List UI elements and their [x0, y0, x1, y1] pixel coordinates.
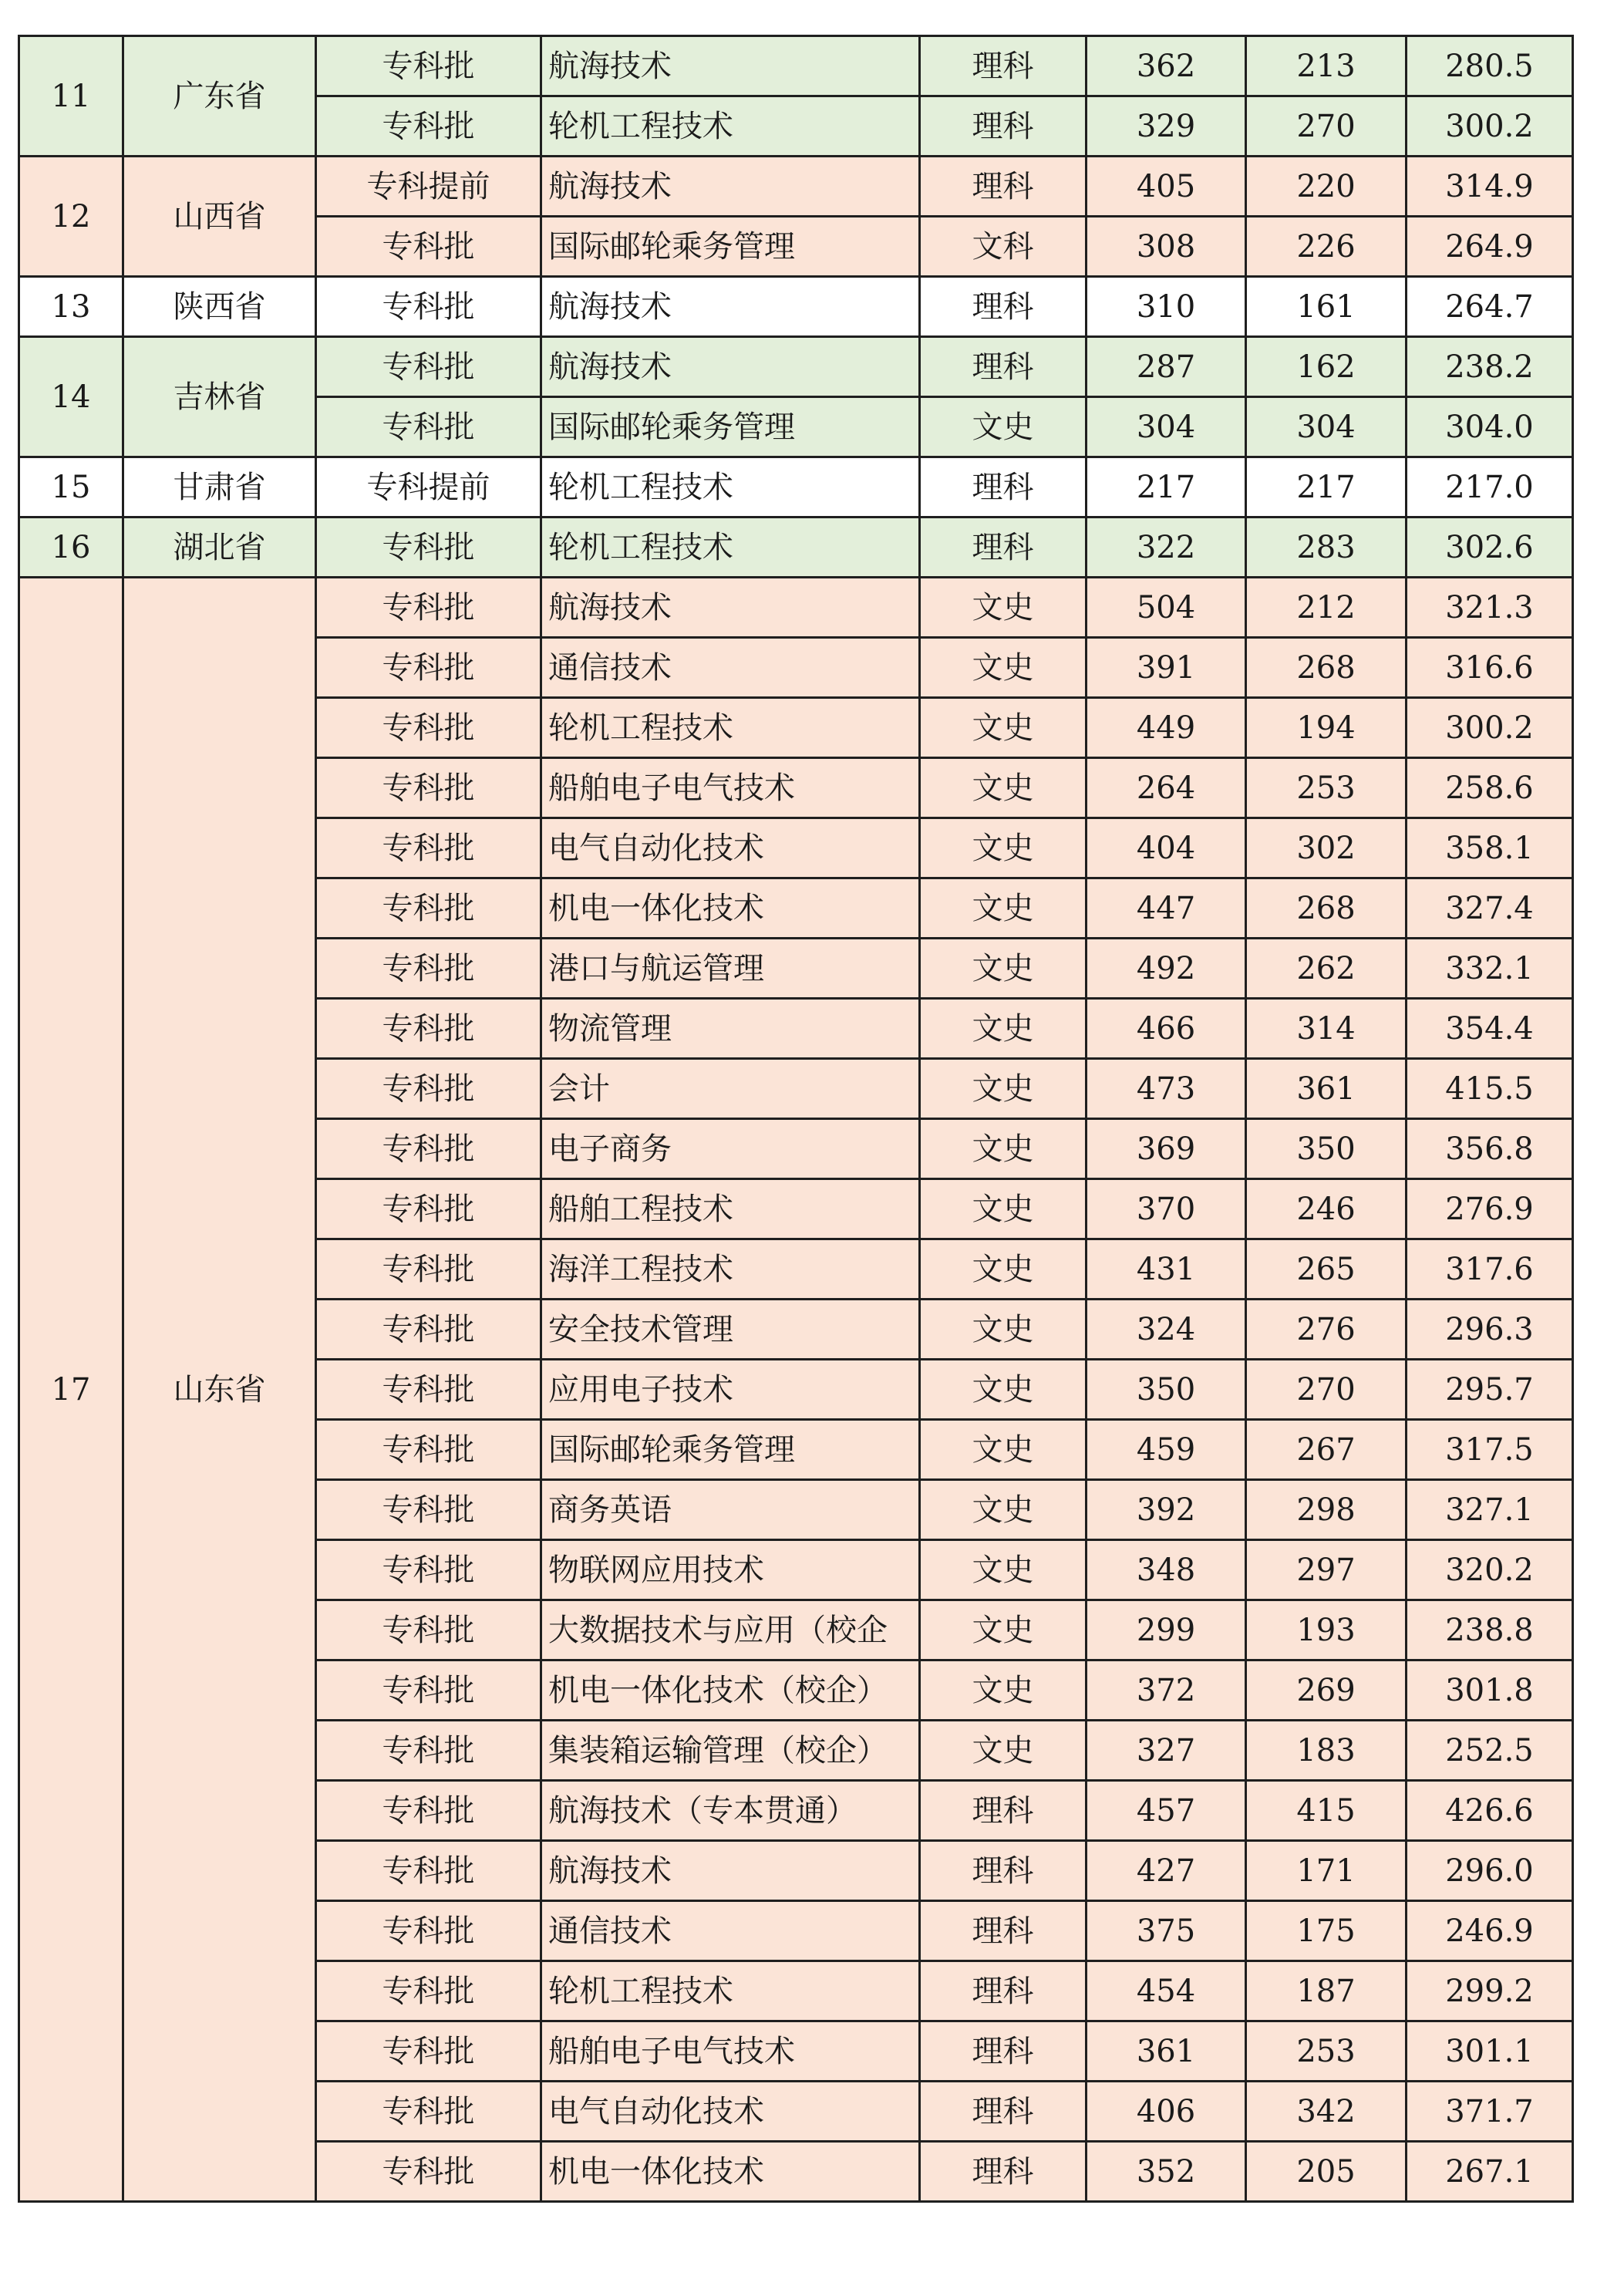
table-row: [19, 277, 1573, 337]
max-score-cell: 459: [1087, 1420, 1246, 1480]
subject-cell: 文史: [920, 1300, 1087, 1360]
max-score-cell: 327: [1087, 1721, 1246, 1781]
max-score-cell: 308: [1087, 217, 1246, 277]
max-score-cell: 352: [1087, 2142, 1246, 2202]
min-score-cell: 246: [1246, 1179, 1407, 1239]
province-cell: 吉林省: [123, 337, 316, 457]
subject-cell: 理科: [920, 1901, 1087, 1961]
subject-cell: 理科: [920, 2082, 1087, 2142]
avg-score-cell: 320.2: [1407, 1540, 1573, 1600]
batch-cell: 专科批: [316, 518, 541, 578]
province-cell: 陕西省: [123, 277, 316, 337]
batch-cell: 专科批: [316, 1660, 541, 1721]
max-score-cell: 350: [1087, 1360, 1246, 1420]
batch-cell: 专科批: [316, 277, 541, 337]
row-number-cell: 14: [19, 337, 123, 457]
major-cell: 国际邮轮乘务管理: [541, 397, 920, 457]
avg-score-cell: 300.2: [1407, 96, 1573, 157]
batch-cell: 专科批: [316, 1059, 541, 1119]
batch-cell: 专科批: [316, 2021, 541, 2082]
table-row: [19, 36, 1573, 96]
avg-score-cell: 264.9: [1407, 217, 1573, 277]
major-cell: 轮机工程技术: [541, 457, 920, 518]
avg-score-cell: 314.9: [1407, 157, 1573, 217]
subject-cell: 文史: [920, 698, 1087, 758]
major-cell: 电气自动化技术: [541, 2082, 920, 2142]
row-number-cell: 13: [19, 277, 123, 337]
major-cell: 船舶电子电气技术: [541, 2021, 920, 2082]
major-cell: 机电一体化技术: [541, 2142, 920, 2202]
min-score-cell: 187: [1246, 1961, 1407, 2021]
min-score-cell: 262: [1246, 939, 1407, 999]
subject-cell: 理科: [920, 1781, 1087, 1841]
avg-score-cell: 327.1: [1407, 1480, 1573, 1540]
batch-cell: 专科批: [316, 397, 541, 457]
batch-cell: 专科批: [316, 1480, 541, 1540]
avg-score-cell: 299.2: [1407, 1961, 1573, 2021]
min-score-cell: 268: [1246, 878, 1407, 939]
avg-score-cell: 300.2: [1407, 698, 1573, 758]
subject-cell: 文史: [920, 999, 1087, 1059]
subject-cell: 理科: [920, 518, 1087, 578]
major-cell: 航海技术: [541, 157, 920, 217]
major-cell: 船舶工程技术: [541, 1179, 920, 1239]
major-cell: 应用电子技术: [541, 1360, 920, 1420]
avg-score-cell: 296.3: [1407, 1300, 1573, 1360]
batch-cell: 专科批: [316, 1901, 541, 1961]
batch-cell: 专科批: [316, 758, 541, 818]
subject-cell: 理科: [920, 277, 1087, 337]
major-cell: 机电一体化技术（校企）: [541, 1660, 920, 1721]
max-score-cell: 406: [1087, 2082, 1246, 2142]
batch-cell: 专科批: [316, 1841, 541, 1901]
major-cell: 航海技术: [541, 578, 920, 638]
major-cell: 会计: [541, 1059, 920, 1119]
subject-cell: 理科: [920, 1961, 1087, 2021]
major-cell: 海洋工程技术: [541, 1239, 920, 1300]
batch-cell: 专科批: [316, 1360, 541, 1420]
min-score-cell: 298: [1246, 1480, 1407, 1540]
major-cell: 商务英语: [541, 1480, 920, 1540]
min-score-cell: 253: [1246, 758, 1407, 818]
avg-score-cell: 238.2: [1407, 337, 1573, 397]
major-cell: 国际邮轮乘务管理: [541, 217, 920, 277]
min-score-cell: 217: [1246, 457, 1407, 518]
avg-score-cell: 316.6: [1407, 638, 1573, 698]
table-row: [19, 157, 1573, 217]
major-cell: 集装箱运输管理（校企）: [541, 1721, 920, 1781]
subject-cell: 文史: [920, 1360, 1087, 1420]
max-score-cell: 372: [1087, 1660, 1246, 1721]
batch-cell: 专科提前: [316, 457, 541, 518]
batch-cell: 专科批: [316, 217, 541, 277]
max-score-cell: 362: [1087, 36, 1246, 96]
max-score-cell: 504: [1087, 578, 1246, 638]
batch-cell: 专科批: [316, 1961, 541, 2021]
max-score-cell: 466: [1087, 999, 1246, 1059]
batch-cell: 专科批: [316, 999, 541, 1059]
max-score-cell: 322: [1087, 518, 1246, 578]
min-score-cell: 361: [1246, 1059, 1407, 1119]
max-score-cell: 287: [1087, 337, 1246, 397]
subject-cell: 理科: [920, 2021, 1087, 2082]
max-score-cell: 392: [1087, 1480, 1246, 1540]
batch-cell: 专科批: [316, 2142, 541, 2202]
avg-score-cell: 267.1: [1407, 2142, 1573, 2202]
max-score-cell: 449: [1087, 698, 1246, 758]
subject-cell: 文史: [920, 1660, 1087, 1721]
min-score-cell: 297: [1246, 1540, 1407, 1600]
min-score-cell: 350: [1246, 1119, 1407, 1179]
min-score-cell: 283: [1246, 518, 1407, 578]
batch-cell: 专科批: [316, 698, 541, 758]
subject-cell: 文史: [920, 1239, 1087, 1300]
avg-score-cell: 258.6: [1407, 758, 1573, 818]
batch-cell: 专科批: [316, 578, 541, 638]
max-score-cell: 473: [1087, 1059, 1246, 1119]
avg-score-cell: 304.0: [1407, 397, 1573, 457]
min-score-cell: 269: [1246, 1660, 1407, 1721]
max-score-cell: 431: [1087, 1239, 1246, 1300]
max-score-cell: 405: [1087, 157, 1246, 217]
min-score-cell: 193: [1246, 1600, 1407, 1660]
subject-cell: 文史: [920, 1540, 1087, 1600]
major-cell: 电子商务: [541, 1119, 920, 1179]
min-score-cell: 194: [1246, 698, 1407, 758]
admission-score-table: [18, 35, 1574, 2203]
major-cell: 物流管理: [541, 999, 920, 1059]
major-cell: 航海技术（专本贯通）: [541, 1781, 920, 1841]
max-score-cell: 217: [1087, 457, 1246, 518]
min-score-cell: 226: [1246, 217, 1407, 277]
min-score-cell: 175: [1246, 1901, 1407, 1961]
major-cell: 航海技术: [541, 36, 920, 96]
province-cell: 湖北省: [123, 518, 316, 578]
avg-score-cell: 327.4: [1407, 878, 1573, 939]
avg-score-cell: 301.1: [1407, 2021, 1573, 2082]
batch-cell: 专科批: [316, 1179, 541, 1239]
batch-cell: 专科批: [316, 337, 541, 397]
major-cell: 航海技术: [541, 337, 920, 397]
avg-score-cell: 252.5: [1407, 1721, 1573, 1781]
max-score-cell: 370: [1087, 1179, 1246, 1239]
min-score-cell: 342: [1246, 2082, 1407, 2142]
subject-cell: 理科: [920, 2142, 1087, 2202]
major-cell: 通信技术: [541, 638, 920, 698]
avg-score-cell: 332.1: [1407, 939, 1573, 999]
batch-cell: 专科批: [316, 939, 541, 999]
min-score-cell: 415: [1246, 1781, 1407, 1841]
min-score-cell: 161: [1246, 277, 1407, 337]
min-score-cell: 265: [1246, 1239, 1407, 1300]
max-score-cell: 404: [1087, 818, 1246, 878]
batch-cell: 专科批: [316, 1300, 541, 1360]
min-score-cell: 314: [1246, 999, 1407, 1059]
subject-cell: 文史: [920, 1179, 1087, 1239]
max-score-cell: 391: [1087, 638, 1246, 698]
province-cell: 山东省: [123, 578, 316, 2202]
avg-score-cell: 321.3: [1407, 578, 1573, 638]
subject-cell: 理科: [920, 1841, 1087, 1901]
subject-cell: 文史: [920, 1420, 1087, 1480]
batch-cell: 专科批: [316, 638, 541, 698]
table-row: [19, 337, 1573, 397]
avg-score-cell: 296.0: [1407, 1841, 1573, 1901]
avg-score-cell: 302.6: [1407, 518, 1573, 578]
table-body: [19, 36, 1573, 2202]
min-score-cell: 171: [1246, 1841, 1407, 1901]
province-cell: 甘肃省: [123, 457, 316, 518]
province-cell: 广东省: [123, 36, 316, 157]
subject-cell: 文史: [920, 758, 1087, 818]
min-score-cell: 267: [1246, 1420, 1407, 1480]
major-cell: 港口与航运管理: [541, 939, 920, 999]
major-cell: 电气自动化技术: [541, 818, 920, 878]
major-cell: 物联网应用技术: [541, 1540, 920, 1600]
min-score-cell: 212: [1246, 578, 1407, 638]
table-row: [19, 518, 1573, 578]
max-score-cell: 329: [1087, 96, 1246, 157]
subject-cell: 文科: [920, 217, 1087, 277]
subject-cell: 理科: [920, 36, 1087, 96]
min-score-cell: 304: [1246, 397, 1407, 457]
subject-cell: 文史: [920, 638, 1087, 698]
batch-cell: 专科批: [316, 878, 541, 939]
min-score-cell: 205: [1246, 2142, 1407, 2202]
min-score-cell: 268: [1246, 638, 1407, 698]
avg-score-cell: 317.6: [1407, 1239, 1573, 1300]
min-score-cell: 220: [1246, 157, 1407, 217]
row-number-cell: 16: [19, 518, 123, 578]
avg-score-cell: 354.4: [1407, 999, 1573, 1059]
subject-cell: 文史: [920, 578, 1087, 638]
subject-cell: 文史: [920, 1480, 1087, 1540]
subject-cell: 文史: [920, 1721, 1087, 1781]
avg-score-cell: 356.8: [1407, 1119, 1573, 1179]
avg-score-cell: 217.0: [1407, 457, 1573, 518]
subject-cell: 理科: [920, 96, 1087, 157]
max-score-cell: 369: [1087, 1119, 1246, 1179]
major-cell: 通信技术: [541, 1901, 920, 1961]
subject-cell: 文史: [920, 939, 1087, 999]
subject-cell: 文史: [920, 878, 1087, 939]
batch-cell: 专科提前: [316, 157, 541, 217]
batch-cell: 专科批: [316, 1721, 541, 1781]
subject-cell: 文史: [920, 1600, 1087, 1660]
min-score-cell: 253: [1246, 2021, 1407, 2082]
min-score-cell: 302: [1246, 818, 1407, 878]
subject-cell: 文史: [920, 818, 1087, 878]
major-cell: 船舶电子电气技术: [541, 758, 920, 818]
max-score-cell: 304: [1087, 397, 1246, 457]
row-number-cell: 11: [19, 36, 123, 157]
table-row: [19, 578, 1573, 638]
batch-cell: 专科批: [316, 1600, 541, 1660]
batch-cell: 专科批: [316, 1420, 541, 1480]
max-score-cell: 299: [1087, 1600, 1246, 1660]
major-cell: 轮机工程技术: [541, 518, 920, 578]
avg-score-cell: 426.6: [1407, 1781, 1573, 1841]
max-score-cell: 361: [1087, 2021, 1246, 2082]
avg-score-cell: 264.7: [1407, 277, 1573, 337]
min-score-cell: 213: [1246, 36, 1407, 96]
major-cell: 轮机工程技术: [541, 698, 920, 758]
batch-cell: 专科批: [316, 1781, 541, 1841]
avg-score-cell: 358.1: [1407, 818, 1573, 878]
row-number-cell: 15: [19, 457, 123, 518]
subject-cell: 文史: [920, 1059, 1087, 1119]
avg-score-cell: 276.9: [1407, 1179, 1573, 1239]
batch-cell: 专科批: [316, 96, 541, 157]
max-score-cell: 324: [1087, 1300, 1246, 1360]
subject-cell: 理科: [920, 337, 1087, 397]
max-score-cell: 427: [1087, 1841, 1246, 1901]
table-row: [19, 457, 1573, 518]
major-cell: 航海技术: [541, 1841, 920, 1901]
max-score-cell: 454: [1087, 1961, 1246, 2021]
major-cell: 航海技术: [541, 277, 920, 337]
max-score-cell: 375: [1087, 1901, 1246, 1961]
avg-score-cell: 280.5: [1407, 36, 1573, 96]
major-cell: 国际邮轮乘务管理: [541, 1420, 920, 1480]
avg-score-cell: 246.9: [1407, 1901, 1573, 1961]
province-cell: 山西省: [123, 157, 316, 277]
subject-cell: 文史: [920, 397, 1087, 457]
min-score-cell: 270: [1246, 1360, 1407, 1420]
min-score-cell: 162: [1246, 337, 1407, 397]
min-score-cell: 276: [1246, 1300, 1407, 1360]
major-cell: 安全技术管理: [541, 1300, 920, 1360]
subject-cell: 文史: [920, 1119, 1087, 1179]
avg-score-cell: 415.5: [1407, 1059, 1573, 1119]
batch-cell: 专科批: [316, 36, 541, 96]
batch-cell: 专科批: [316, 1239, 541, 1300]
max-score-cell: 457: [1087, 1781, 1246, 1841]
avg-score-cell: 371.7: [1407, 2082, 1573, 2142]
major-cell: 机电一体化技术: [541, 878, 920, 939]
min-score-cell: 270: [1246, 96, 1407, 157]
avg-score-cell: 301.8: [1407, 1660, 1573, 1721]
subject-cell: 理科: [920, 157, 1087, 217]
major-cell: 轮机工程技术: [541, 1961, 920, 2021]
max-score-cell: 447: [1087, 878, 1246, 939]
row-number-cell: 17: [19, 578, 123, 2202]
batch-cell: 专科批: [316, 2082, 541, 2142]
avg-score-cell: 238.8: [1407, 1600, 1573, 1660]
max-score-cell: 264: [1087, 758, 1246, 818]
batch-cell: 专科批: [316, 818, 541, 878]
max-score-cell: 310: [1087, 277, 1246, 337]
min-score-cell: 183: [1246, 1721, 1407, 1781]
batch-cell: 专科批: [316, 1119, 541, 1179]
major-cell: 轮机工程技术: [541, 96, 920, 157]
batch-cell: 专科批: [316, 1540, 541, 1600]
max-score-cell: 348: [1087, 1540, 1246, 1600]
avg-score-cell: 295.7: [1407, 1360, 1573, 1420]
major-cell: 大数据技术与应用（校企: [541, 1600, 920, 1660]
subject-cell: 理科: [920, 457, 1087, 518]
row-number-cell: 12: [19, 157, 123, 277]
avg-score-cell: 317.5: [1407, 1420, 1573, 1480]
max-score-cell: 492: [1087, 939, 1246, 999]
